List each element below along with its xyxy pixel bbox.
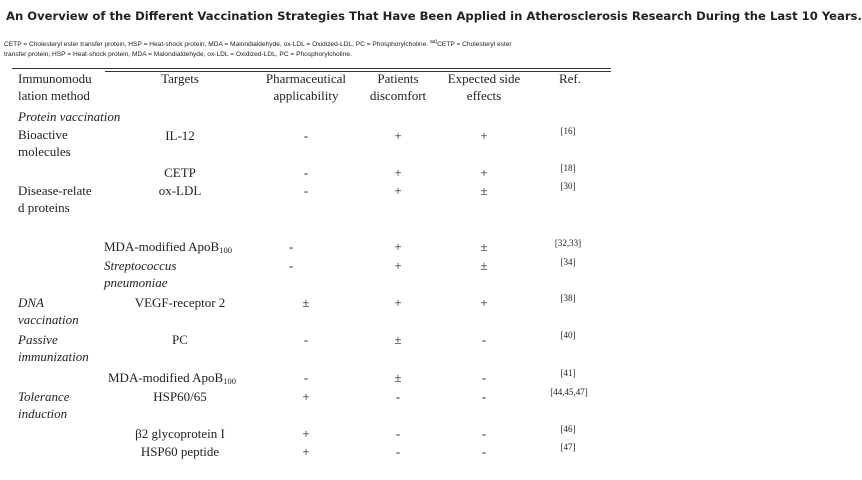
row-side-effects: - bbox=[481, 389, 487, 404]
header-pharma-line-2: applicability bbox=[273, 88, 339, 103]
table-title: An Overview of the Different Vaccination Strategies That Have Been Applied in Atherosclerosis Research During the Last 10 Years. bbox=[6, 9, 862, 23]
row-target: HSP60 peptide bbox=[140, 444, 220, 459]
row-pharma: - bbox=[303, 183, 309, 198]
header-patients-line-1: Patients bbox=[377, 71, 419, 86]
row-target bbox=[104, 238, 232, 255]
row-ref: [46] bbox=[560, 424, 576, 434]
header-side-line-1: Expected side bbox=[447, 71, 521, 86]
table-top-rule bbox=[12, 68, 611, 69]
row-target: IL-12 bbox=[165, 128, 195, 143]
row-patients: + bbox=[394, 295, 402, 310]
row-ref: [30] bbox=[560, 181, 576, 191]
row-target: VEGF-receptor 2 bbox=[134, 295, 226, 310]
section-disease-related bbox=[18, 182, 92, 216]
row-patients: - bbox=[395, 444, 401, 459]
header-targets: Targets bbox=[161, 71, 199, 86]
row-target-line-2: pneumoniae bbox=[104, 275, 168, 290]
section-dna-vaccination bbox=[18, 294, 79, 328]
row-side-effects: ± bbox=[480, 239, 488, 254]
section-dna-line-1: DNA bbox=[18, 295, 44, 310]
section-protein-vaccination: Protein vaccination bbox=[18, 109, 121, 124]
row-ref: [47] bbox=[560, 442, 576, 452]
header-pharma bbox=[248, 70, 364, 104]
row-ref: [41] bbox=[560, 368, 576, 378]
row-side-effects: - bbox=[481, 332, 487, 347]
row-target-line-1: Streptococcus bbox=[104, 258, 177, 273]
footnote-marker: aa) bbox=[429, 39, 438, 45]
section-bioactive-line-1: Bioactive bbox=[18, 127, 68, 142]
section-bioactive bbox=[18, 126, 71, 160]
row-ref: [38] bbox=[560, 293, 576, 303]
row-pharma: - bbox=[288, 258, 294, 273]
footnote-text: CETP = Cholesteryl ester transfer protein, HSP = Heat-shock protein, MDA = Malondialdehyde, ox-LDL = Oxidized-LDL, PC = Phosphorylcholine. bbox=[4, 41, 430, 49]
header-method-line-1: Immunomodu bbox=[18, 71, 92, 86]
footnote-text-tail: CETP = Cholesteryl ester bbox=[437, 41, 512, 49]
section-passive-immunization bbox=[18, 331, 89, 365]
row-ref: [32,33] bbox=[554, 238, 582, 248]
header-side-effects bbox=[438, 70, 530, 104]
row-pharma: - bbox=[288, 239, 294, 254]
header-patients-line-2: discomfort bbox=[369, 88, 427, 103]
header-pharma-line-1: Pharmaceutical bbox=[265, 71, 347, 86]
row-target: HSP60/65 bbox=[153, 389, 207, 404]
row-patients: + bbox=[394, 183, 402, 198]
header-method bbox=[18, 70, 92, 104]
row-target: CETP bbox=[164, 165, 196, 180]
row-side-effects: ± bbox=[480, 183, 488, 198]
row-side-effects: + bbox=[480, 165, 488, 180]
table-footnote bbox=[4, 37, 634, 60]
section-disease-line-2: d proteins bbox=[18, 200, 70, 215]
section-passive-line-1: Passive bbox=[18, 332, 58, 347]
row-target-subscript: 100 bbox=[219, 245, 232, 255]
row-side-effects: - bbox=[481, 370, 487, 385]
row-target: β2 glycoprotein I bbox=[135, 426, 225, 441]
row-side-effects: ± bbox=[480, 258, 488, 273]
row-target: ox-LDL bbox=[158, 183, 202, 198]
row-patients: + bbox=[394, 258, 402, 273]
row-patients: + bbox=[394, 239, 402, 254]
row-target-subscript: 100 bbox=[223, 376, 236, 386]
section-bioactive-line-2: molecules bbox=[18, 144, 71, 159]
row-target bbox=[108, 369, 236, 386]
row-pharma: - bbox=[303, 370, 309, 385]
row-patients: ± bbox=[394, 370, 402, 385]
row-target bbox=[104, 257, 176, 291]
header-method-line-2: lation method bbox=[18, 88, 90, 103]
row-target: PC bbox=[172, 332, 188, 347]
footnote-line-1 bbox=[4, 37, 634, 50]
row-pharma: - bbox=[303, 165, 309, 180]
section-tolerance-line-2: induction bbox=[18, 406, 68, 421]
row-ref: [18] bbox=[560, 163, 576, 173]
row-target-text: MDA-modified ApoB bbox=[108, 370, 224, 385]
row-pharma: - bbox=[303, 128, 309, 143]
row-patients: - bbox=[395, 389, 401, 404]
row-target-text: MDA-modified ApoB bbox=[104, 239, 220, 254]
row-pharma: + bbox=[302, 389, 310, 404]
row-patients: + bbox=[394, 165, 402, 180]
header-ref: Ref. bbox=[558, 71, 582, 86]
section-dna-line-2: vaccination bbox=[18, 312, 79, 327]
row-ref: [16] bbox=[560, 126, 576, 136]
row-side-effects: - bbox=[481, 444, 487, 459]
row-pharma: - bbox=[303, 332, 309, 347]
row-ref: [34] bbox=[560, 257, 576, 267]
section-tolerance-line-1: Tolerance bbox=[18, 389, 70, 404]
section-tolerance-induction bbox=[18, 388, 70, 422]
section-disease-line-1: Disease-relate bbox=[18, 183, 92, 198]
row-patients: - bbox=[395, 426, 401, 441]
row-pharma: ± bbox=[302, 295, 310, 310]
section-passive-line-2: immunization bbox=[18, 349, 89, 364]
row-ref: [44,45,47] bbox=[550, 387, 588, 397]
row-pharma: + bbox=[302, 444, 310, 459]
row-patients: + bbox=[394, 128, 402, 143]
header-side-line-2: effects bbox=[466, 88, 502, 103]
row-side-effects: + bbox=[480, 128, 488, 143]
row-pharma: + bbox=[302, 426, 310, 441]
row-side-effects: + bbox=[480, 295, 488, 310]
row-side-effects: - bbox=[481, 426, 487, 441]
footnote-line-2: transfer protein, HSP = Heat-shock protein, MDA = Malondialdehyde, ox-LDL = Oxidized-LDL, PC = Phosphorylcholine. bbox=[4, 51, 352, 59]
row-ref: [40] bbox=[560, 330, 576, 340]
header-patients bbox=[360, 70, 436, 104]
row-patients: ± bbox=[394, 332, 402, 347]
